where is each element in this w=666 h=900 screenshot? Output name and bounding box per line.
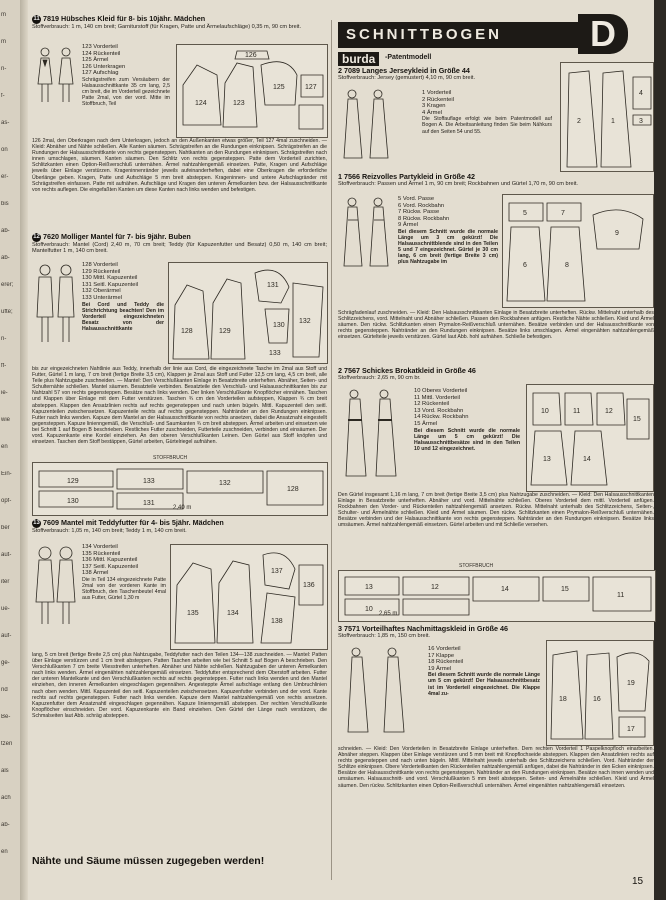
brand-subtitle: -Patentmodell [385, 54, 432, 61]
piece-132: 132 Oberärmel [82, 288, 121, 295]
fold-label: STOFFBRUCH [459, 563, 494, 569]
adjacent-page-fragment: ab- [1, 822, 10, 828]
pattern-diagram-7571 [546, 640, 654, 746]
svg-text:135: 135 [187, 610, 199, 617]
svg-text:132: 132 [219, 480, 231, 487]
cutting-note: Die in Teil 134 eingezeichnete Patte 2mal von der vorderen Kante im Stoffbruch, den Taschenbeutel 4mal aus Futter, Gürtel 1,30 m [82, 576, 166, 602]
adjacent-page-fragment: Ein- [1, 471, 12, 477]
instructions-7567: Den Gürtel insgesamt 1,16 m lang, 7 cm breit (fertige Breite 3,5 cm) plus Nahtzugabe zuschneiden. — Kleid: Den Halsausschnittkanten Einlage in Besatzbreite unterheften. Abnäher und vord. Mittelnähte schließen. Oberes Vorderteil dem mittl. Vorderteil anfügen. Rockbahnen den Vorder- und Rückenteilen nahtzahlengemäß ansetzen. Rückw. Mittelnaht unterhalb des Schlitzzeichens, Seiten-, Schulter- und Ärmelnähte schließen. Kleid und Ärmel säumen. Den rückw. Schlitzkanten einen Prymalon-Reißverschluß unternähen. Besätze verbinden und der Halsausschnittkante von rechts gegensteppen. Nahtränder an den Rundungen einknipsen. Besätze links umsäumen. Ärmel nahtzahlengemäß einsetzen. Gürtel arbeiten und mit Schließe versehen. [338, 492, 654, 529]
adjacent-page-fragment: opf- [1, 498, 12, 504]
cutting-note: Bei diesem Schnitt wurde die normale Länge um 5 cm gekürzt! Der Halsausschnittbesatz ist im Vorderteil eingezeichnet. Die Klappe 4mal zu- [428, 672, 540, 697]
svg-text:14: 14 [583, 456, 591, 463]
fabric-layout-7567 [338, 563, 656, 622]
piece-134: 134 Vorderteil [82, 544, 118, 550]
piece-138: 138 Ärmel [82, 570, 109, 577]
section-7819 [32, 14, 327, 30]
section-number-badge: 13 [33, 519, 40, 526]
piece-15: 15 Ärmel [414, 420, 438, 427]
svg-text:131: 131 [143, 500, 155, 507]
adjacent-page-fragment: auf- [1, 633, 12, 639]
piece-16: 16 Vorderteil [428, 646, 461, 652]
adjacent-page-fragment: f- [1, 93, 5, 99]
piece-3: 3 Kragen [422, 103, 446, 110]
pieces-7819 [82, 44, 170, 107]
instructions-7571: schneiden. — Kleid: Den Vorderteilen in Besatzbreite Einlage unterheften. Dem rechten Vorderteil 1 Paspelknopfloch einarbeiten. Abnäher steppen. Klappen über Einlage verstürzen und 5 mm breit mit Knopflochseide absteppen. Klappen den Ansatzlinien rechts auf rechts gegensteppen und nach unten bügeln. Mittl. Mittelnaht jeweils unterhalb des Schlitzzeichens schließen. Vord. Nahtränder der Schlitze einknipsen. Obere Vorderteilkanten den Rückenteilen nahtzahlengemäß anfügen, dabei die Nahtränder in den Ecken einknipsen. Besätze der Halsausschnittkante von rechts gegensteppen. Nahtränder an den Rundungen einknipsen. Besätze nach innen wenden und umsäumen. Halsausschnitt- und vord. Verschlußkanten 5 mm breit absteppen. Seiten- und Ärmelnähte schließen. Kleid und Ärmel säumen. Den rückw. Schlitzkanten einen Option-Reißverschluß unternähen. Ärmel eingenähten nahtzahlengemäß einsetzen. [338, 746, 654, 789]
fold-label: STOFFBRUCH [153, 455, 188, 461]
pattern-diagram-7609 [170, 544, 328, 650]
adjacent-page-fragment: Be- [1, 714, 11, 720]
fabric-requirements: Stoffverbrauch: 1 m, 140 cm breit; Garniturstoff (für Kragen, Patte und Ärmelaufschläge) 0,35 m, 90 cm breit. [32, 23, 302, 30]
adjacent-page-fragment: tzen [1, 741, 13, 747]
cutting-note: Bei Cord und Teddy die Strichrichtung beachten! Den im Vorderteil eingezeichneten Besatz von der Halsausschnittkante [82, 301, 164, 332]
adjacent-page-fragment: m [1, 39, 6, 45]
piece-4: 4 Ärmel [422, 109, 442, 116]
pattern-layout-7819 [176, 44, 328, 138]
svg-text:125: 125 [273, 84, 285, 91]
adjacent-page-fragment: as- [1, 120, 10, 126]
svg-text:11: 11 [617, 592, 625, 599]
section-number: 7609 [43, 518, 59, 527]
adjacent-page-fragment: ff- [1, 363, 7, 369]
svg-text:9: 9 [615, 230, 619, 237]
piece-8: 8 Rückw. Rockbahn [398, 215, 450, 222]
fabric-requirements: Stoffverbrauch: 1,85 m, 150 cm breit. [338, 633, 430, 639]
adjacent-page-fragment: ber [1, 525, 10, 531]
section-title: Mantel mit Teddyfutter für 4- bis 5jähr. Mädchen [61, 518, 224, 527]
section-number: 7620 [43, 232, 59, 241]
adjacent-page-fragment: nd [1, 687, 8, 693]
svg-text:15: 15 [561, 586, 569, 593]
pieces-7089 [422, 90, 552, 135]
svg-text:3: 3 [639, 118, 643, 125]
pattern-diagram-7567 [526, 384, 654, 492]
adjacent-page-fragment: ab- [1, 228, 10, 234]
brocade-dress-illustration [340, 388, 404, 484]
section-number-badge: 11 [33, 15, 40, 22]
section-number: 2 7089 [338, 66, 360, 75]
piece-137: 137 Seitl. Kapuzenteil [82, 563, 139, 570]
footer-note: Nähte und Säume müssen zugegeben werden! [32, 855, 265, 867]
fabric-requirements: Stoffverbrauch: Jersey (gemustert) 4,10 m, 90 cm breit. [338, 75, 475, 81]
section-title: Reizvolles Partykleid in Größe 42 [361, 172, 476, 181]
section-number: 2 7567 [338, 366, 360, 375]
svg-text:12: 12 [431, 584, 439, 591]
page-edge [654, 0, 666, 900]
brand-logo: burda [338, 52, 379, 66]
adjacent-page-fragment: n- [1, 336, 7, 342]
piece-135: 135 Rückenteil [82, 550, 121, 557]
piece-125: 125 Ärmel [82, 57, 109, 64]
section-7089 [338, 66, 558, 81]
afternoon-dress-illustration [340, 646, 414, 738]
pattern-diagram-7620 [168, 262, 328, 364]
piece-7: 7 Rückw. Passe [398, 209, 440, 216]
adjacent-page-fragment: er- [1, 174, 9, 180]
adjacent-page-fragment: en [1, 444, 8, 450]
fabric-layout-7620 [32, 455, 328, 516]
svg-text:8: 8 [565, 262, 569, 269]
section-7609 [32, 518, 327, 534]
width-label: 2,65 m [379, 611, 398, 617]
svg-text:131: 131 [267, 282, 279, 289]
section-title: Langes Jerseykleid in Größe 44 [361, 66, 470, 75]
svg-text:16: 16 [593, 696, 601, 703]
piece-18: 18 Rückenteil [428, 659, 464, 666]
piece-123: 123 Vorderteil [82, 44, 118, 50]
adjacent-page-fragment: en [1, 849, 8, 855]
section-title: Vorteilhaftes Nachmittagskleid in Größe 46 [361, 624, 509, 633]
piece-127: 127 Aufschlag [82, 70, 119, 77]
svg-text:14: 14 [501, 586, 509, 593]
coat-figure-illustration [34, 262, 78, 354]
piece-19: 19 Ärmel [428, 665, 452, 672]
svg-text:11: 11 [573, 408, 581, 415]
section-7566 [338, 172, 654, 187]
piece-12: 12 Rückenteil [414, 401, 450, 408]
section-number: 3 7571 [338, 624, 360, 633]
svg-text:10: 10 [365, 606, 373, 613]
piece-131: 131 Seitl. Kapuzenteil [82, 281, 139, 288]
fabric-requirements: Stoffverbrauch: Passen und Ärmel 1 m, 90 cm breit; Rockbahnen und Gürtel 1,70 m, 90 cm breit. [338, 181, 578, 187]
pieces-7620 [82, 262, 164, 332]
adjacent-page-fragment: erer; [1, 282, 14, 288]
adjacent-page-fragment: wie [1, 417, 11, 423]
piece-11: 11 Mittl. Vorderteil [414, 394, 460, 401]
piece-10: 10 Oberes Vorderteil [414, 388, 468, 394]
sheet-title: SCHNITTBOGEN [338, 22, 578, 48]
binding-shadow [20, 0, 28, 900]
fabric-requirements: Stoffverbrauch: Mantel (Cord) 2,40 m, 70 cm breit; Teddy (für Kapuzenfutter und Besatz) 0,50 m, 140 cm breit; Mantelfutter 1 m, 140 cm breit. [32, 241, 327, 254]
svg-text:6: 6 [523, 262, 527, 269]
pattern-diagram-7566 [502, 194, 654, 308]
adjacent-page-fragment: aut- [1, 552, 12, 558]
girl-coat-illustration [34, 544, 78, 636]
svg-text:18: 18 [559, 696, 567, 703]
cutting-note: Die Stoffauflage erfolgt wie beim Patentmodell auf Bogen A. Die Arbeitsanleitung finden Sie beim Nähkurs auf den Seiten 54 und 55. [422, 116, 552, 135]
width-label: 2,40 m [173, 505, 192, 511]
svg-text:132: 132 [299, 318, 311, 325]
section-7567 [338, 366, 654, 381]
section-7571 [338, 624, 654, 639]
svg-text:129: 129 [219, 328, 231, 335]
adjacent-page-fragment: ufte; [1, 309, 13, 315]
fabric-requirements: Stoffverbrauch: 2,65 m, 90 cm br. [338, 375, 421, 381]
cutting-note: Schrägstreifen zum Versäubern der Halsausschnittkante 35 cm lang, 2,5 cm breit, die im Vorderteil gezeichnete Patte 2mal, von der vord. Mitte im Stoffbruch, Teil [82, 76, 170, 108]
piece-14: 14 Rückw. Rockbahn [414, 414, 469, 421]
instructions-7609: lang, 5 cm breit (fertige Breite 2,5 cm) plus Nahtzugabe, Teddyfutter nach den Teilen 134—138 zuschneiden. — Mantel: Patten über Einlage verstürzen und 1 cm breit absteppen. Patten Taschen arbeiten wie bei Schnitt 5 auf Bogen A beschrieben. Den Verschlußkanten 7 cm breite Vliesstreifen unterheften. Abnäher und Nähte schließen. Nahtzugaben der unteren Ärmelkanten nach links wenden. Ärmel eingenähten nahtzahlengemäß einsetzen. Teddyfutter entsprechend dem Oberstoff arbeiten. Futter der unteren Mantelkante und den Verschlußkanten rechts auf rechts gegensteppen. Futter nach links wenden und den Mantel einziehen, den inneren Ärmelkanten eingeschlagen gegennähen. Angesteppte Ärmel aufschlage entlang den Umbruchlinien nach oben wenden. Mittl. Kapuzenteil den seitl. Kapuzenteilen zwischensetzen. Kapuzenfutter verbinden und der vord. Kante rechts auf rechts gegensteppen. Futter nach links wenden. Kapuze dem Mantel nahtzahlengemäß von rechts ansetzen. Kapuzenfutter dem Ansatznahtl eingeschlagen gegennähen. Kapuze linienngemäß absteppen. Der rechten Verschlußkante Knopflöcher einschneiden. Der vord. Kapuzenkante ein Band einziehen. Den Gürtel der Länge nach verstürzen, die Schmalseiten laut Abb. schräg absteppen. [32, 652, 327, 719]
pattern-diagram-7089 [560, 62, 654, 172]
section-number: 1 7566 [338, 172, 360, 181]
piece-130: 130 Mittl. Kapuzenteil [82, 275, 138, 282]
svg-text:19: 19 [627, 680, 635, 687]
adjacent-page-fragment: bis [1, 201, 9, 207]
section-title: Molliger Mantel für 7- bis 9jähr. Buben [61, 232, 191, 241]
svg-text:128: 128 [181, 328, 193, 335]
piece-17: 17 Klappe [428, 652, 455, 659]
svg-text:7: 7 [561, 210, 565, 217]
section-number: 7819 [43, 14, 59, 23]
svg-text:137: 137 [271, 568, 283, 575]
page-number: 15 [632, 876, 644, 887]
piece-136: 136 Mittl. Kapuzenteil [82, 557, 138, 564]
svg-text:1: 1 [611, 118, 615, 125]
piece-2: 2 Rückenteil [422, 96, 454, 103]
section-title: Schickes Brokatkleid in Größe 46 [361, 366, 476, 375]
cutting-note: Bei diesem Schnitt wurde die normale Länge um 5 cm gekürzt! Die Halsausschnittbesätze sind in den Teilen 10 und 12 eingezeichnet. [414, 427, 520, 452]
svg-text:12: 12 [605, 408, 613, 415]
party-dress-illustration [340, 196, 394, 280]
adjacent-page-fragment: ach [1, 795, 11, 801]
svg-text:123: 123 [233, 100, 245, 107]
section-title: Hübsches Kleid für 8- bis 10jähr. Mädchen [61, 14, 206, 23]
svg-text:136: 136 [303, 582, 315, 589]
svg-text:130: 130 [273, 322, 285, 329]
dress-figure-illustration [34, 44, 78, 124]
instructions-7620: bis zur eingezeichneten Nahtlinie aus Teddy, innerhalb der linie aus Cord, die eingezeichnete Tasche im 2mal aus Stoff und Futter, Gürtel 1 m lang, 7 cm breit (fertige Breite 3,5 cm), Klappen je 2mal aus Stoff und Futter 12,5 cm lang, 4,5 cm breit, alle Teile plus Nahtzugabe zuschneiden. — Mantel: Den Verschlußkanten Einlage in Besatzbreite unterheften. Abnäher, Seiten- und Schulternähte schließen. Mantel säumen. Besatzteile verbinden. Besatzteile den Verschluß- und Halsausschnittkanten bis zur Nahtzahl 57 von rechts gegensteppen. Besätze nach links wenden. Der linken Verschlußkante Knopflöcher einnähen. Taschen und Klappen über Einlage mit dem Futter verstürzen. Taschen ¾ cm den Vorderteilen aufsteppen, Klappen ¾ cm breit absteppen. Klappen den Ansatzlinien rechts auf rechts gegensteppen und nach unten bügeln. Mittl. Kapuzenteil den seitl. Kapuzenteilen zwischensetzen. Kapuzenteile rechts auf rechts gegensteppen. Nahtränder an den Rundungen einknipsen. Futter nach links wenden. Kapuze dem Mantel an der Halsausschnittkante von rechts ansetzen, dabei die Ansatznaht eingestellt gegensteppen. Kapuze linienngemäß, die Verschluß- und Saumkanten ¾ cm breit absteppen. Ärmel arbeiten und einsetzen wie bei Schnitt 1 auf Bogen B beschrieben. Restliches Futter zuschneiden, Futterteile zuschneiden, verbinden und einsäumen. Der vord. Kapuzenkante eine Kordel einziehen. An den oberen Verschlußkanten Leinen. Den Gürtel aus Stoff knöpfen und einsetzen. Taschen dem Stoff bestäppen, Gürtel arbeiten, Gürtelriegel aufnähen. [32, 366, 327, 446]
svg-text:127: 127 [305, 84, 317, 91]
adjacent-page-fragment: ie- [1, 390, 8, 396]
piece-129: 129 Rückenteil [82, 268, 121, 275]
svg-text:124: 124 [195, 100, 207, 107]
section-number-badge: 12 [33, 233, 40, 240]
piece-6: 6 Vord. Rockbahn [398, 202, 445, 209]
svg-text:128: 128 [287, 486, 299, 493]
sheet-letter: D [578, 14, 628, 54]
pieces-7567 [414, 388, 520, 452]
piece-13: 13 Vord. Rockbahn [414, 407, 464, 414]
section-7620 [32, 232, 327, 254]
svg-text:129: 129 [67, 478, 79, 485]
svg-text:10: 10 [541, 408, 549, 415]
pieces-7571 [428, 646, 540, 697]
pieces-7566 [398, 196, 498, 266]
adjacent-page-fragment: m [1, 12, 6, 18]
svg-text:5: 5 [523, 210, 527, 217]
adjacent-page-strip [0, 0, 21, 900]
piece-128: 128 Vorderteil [82, 262, 118, 268]
adjacent-page-fragment: n- [1, 66, 7, 72]
svg-text:130: 130 [67, 498, 79, 505]
column-divider [331, 20, 332, 880]
piece-133: 133 Unterärmel [82, 294, 122, 301]
instructions-7566: Schrägfadenlauf zuschneiden. — Kleid: Den Halsausschnittkanten Einlage in Besatzbreite unterheften. Rückw. Mittelnaht unterhalb des Schlitzzeichens, vord. Mittelnaht und Abnäher schließen. Passen den Rockbahnen anfügen. Restliche Nähte schließen. Kleid und Ärmel säumen. Den rückw. Schlitzkanten einen Prymalon-Reißverschluß unternähen. Besätze verbinden und der Halsausschnittkante von rechts gegensteppen. Nahtränder an den Rundungen einknipsen. Besätze links umschlagen. Ärmel eingenähten nahtzahlengemäß einsetzen. Gürtelteile jeweils verstürzen. Gürtel laut Abb. hohl aufnähen. Schließe befestigen. [338, 310, 654, 341]
svg-text:138: 138 [271, 618, 283, 625]
adjacent-page-fragment: on [1, 147, 8, 153]
jersey-dress-illustration [340, 88, 394, 162]
adjacent-page-fragment: ue- [1, 606, 10, 612]
pieces-7609 [82, 544, 166, 601]
svg-text:13: 13 [543, 456, 551, 463]
svg-text:15: 15 [633, 416, 641, 423]
adjacent-page-fragment: iter [1, 579, 10, 585]
svg-text:133: 133 [143, 478, 155, 485]
adjacent-page-fragment: ab- [1, 255, 10, 261]
piece-1: 1 Vorderteil [422, 90, 452, 96]
svg-text:13: 13 [365, 584, 373, 591]
svg-text:2: 2 [577, 118, 581, 125]
svg-text:17: 17 [627, 726, 635, 733]
adjacent-page-fragment: ge- [1, 660, 10, 666]
svg-text:133: 133 [269, 350, 281, 357]
adjacent-page-fragment: als [1, 768, 9, 774]
fabric-requirements: Stoffverbrauch: 1,05 m, 140 cm breit; Teddy 1 m, 140 cm breit. [32, 527, 187, 534]
cutting-note: Bei diesem Schnitt wurde die normale Länge um 3 cm gekürzt! Die Halsausschnittblende sind in den Teilen 5 und 7 eingezeichnet. Gürtel je 30 cm lang, 6 cm breit (fertige Breite 3 cm) plus Nahtzugabe im [398, 228, 498, 266]
instructions-7819: 126 2mal, den Oberkragen nach dem Unterkragen, jedoch an den Außenkanten etwas größer, Teil 127 4mal zuschneiden. — Kleid: Abnäher und Nähte schließen. Alle Kanten säumen. Schrägstreifen an die Rundungen einknipsen. Schrägstreifen an die Rundungen der Halsausschnittkante von rechts gegensteppen. Nahtkanten an den Rundungen einknipsen. Schrägstreifen nach innen umschlagen, säumen. Kanten säumen. Den Schlitz von rechts gegensteppen. Patte dem Vorderteil zurichten, Schlitzkanten einen Option-Reißverschluß unternähen. Ärmel nahtzahlengemäß einsetzen. Patte, Kragen und Aufschläge jeweils über Einlage verstürzen. Krageninnenränder jeweils aufeinanderheften, dabei eine Oberkragen die erforderliche Überlänge geben. Kragen, Patte und Aufschläge 5 mm breit absteppen. Krageninnen- und untere Aufschlagränder mit Schrägstreifen einfassen. Patte mit aufnähen. Aufschläge und Kragen den unteren Ärmelkanten bzw. der Halsausschnittkante von rechts auflegen. Die eingefaßten Kanten um diese Kanten nach links wenden und befestigen. [32, 138, 327, 193]
piece-126: 126 Unterkragen [82, 63, 126, 70]
svg-text:4: 4 [639, 90, 643, 97]
piece-124: 124 Rückenteil [82, 50, 121, 57]
svg-text:126: 126 [245, 52, 257, 59]
piece-9: 9 Ärmel [398, 222, 418, 229]
piece-5: 5 Vord. Passe [398, 196, 435, 202]
svg-text:134: 134 [227, 610, 239, 617]
